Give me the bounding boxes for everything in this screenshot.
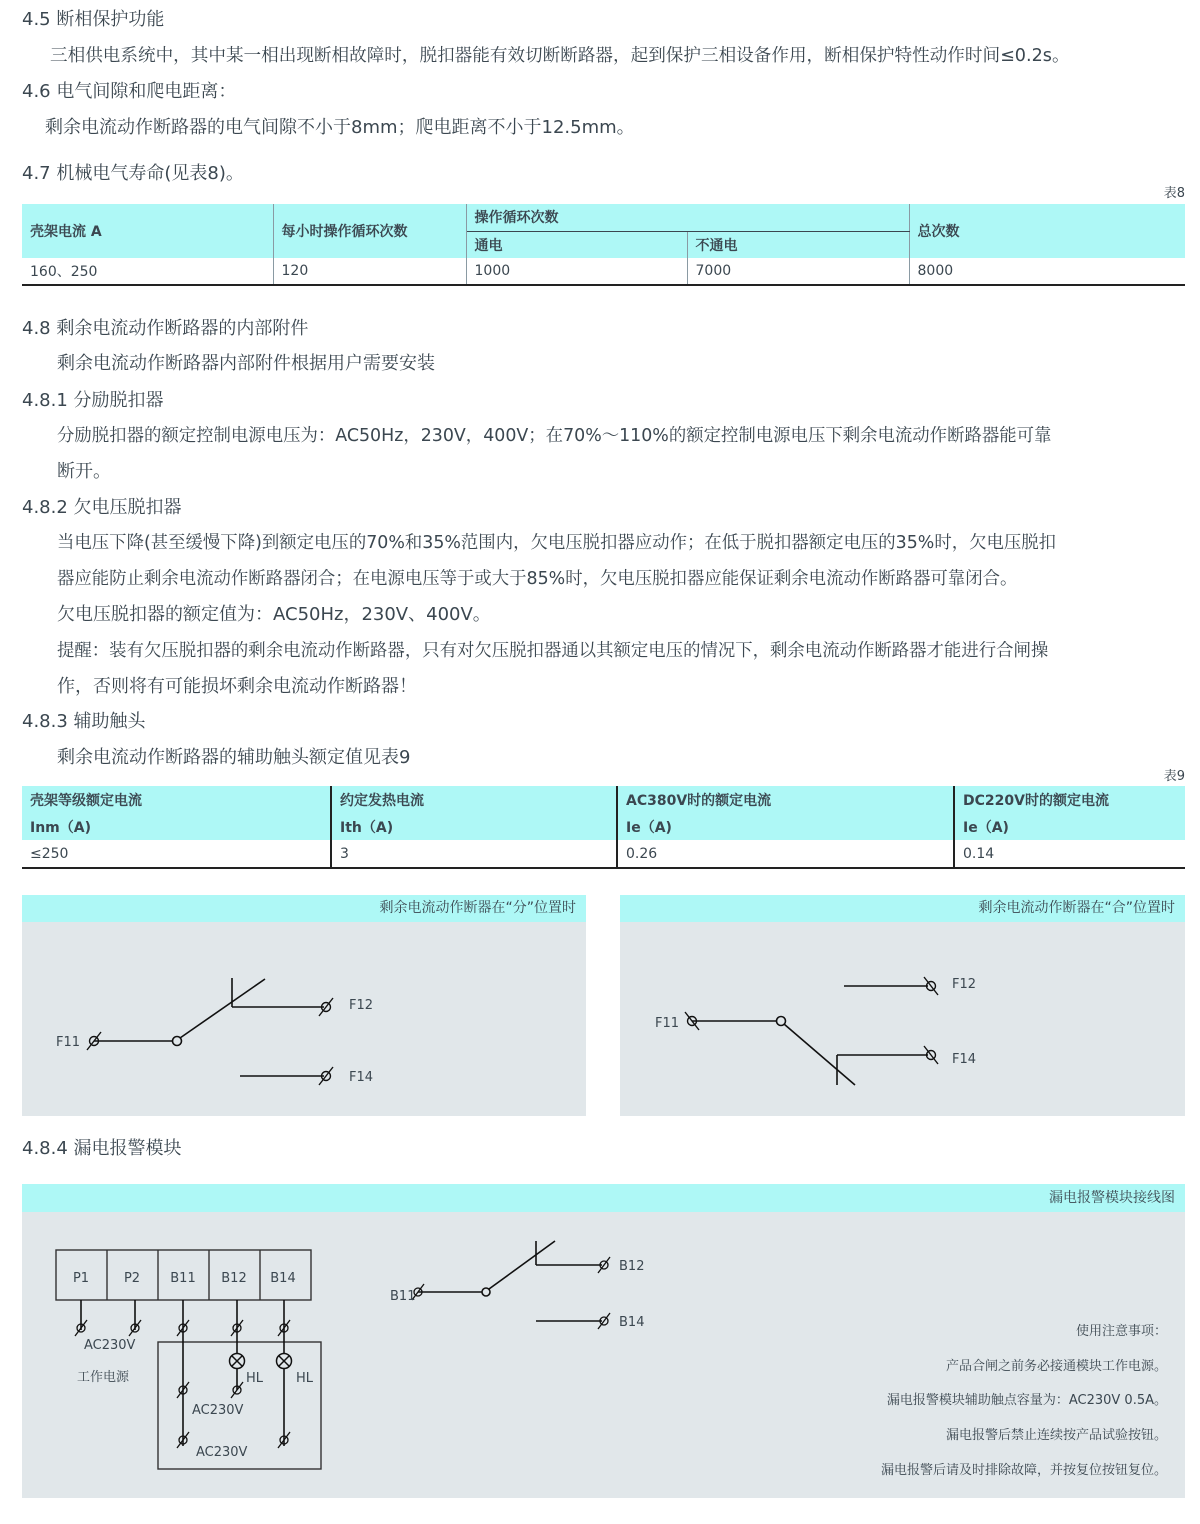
table9-caption: 表9 [1163,769,1185,784]
table9 [22,786,1185,869]
section-4-7-title: 4.7 机械电气寿命(见表8)。 [22,163,244,184]
terminal-label-p1: P1 [72,1271,90,1286]
section-4-8-1-body-line1: 分励脱扣器的额定控制电源电压为：AC50Hz，230V，400V；在70%～110%的额定控制电源电压下剩余电流动作断路器能可靠 [57,426,1052,446]
section-4-8-2-warning-line2: 作，否则将有可能损坏剩余电流动作断路器！ [57,676,417,697]
section-4-8-2-body-line2: 器应能防止剩余电流动作断路器闭合；在电源电压等于或大于85%时，欠电压脱扣器应能保证剩余电流动作断路器可靠闭合。 [57,569,1018,589]
usage-note: 漏电报警模块辅助触点容量为：AC230V 0.5A。 [886,1393,1167,1408]
contact-diagram-closed [620,895,1185,1116]
power-label: 工作电源 [77,1370,130,1385]
moving-contact [180,979,265,1038]
label-f14: F14 [952,1052,977,1067]
section-4-6-title: 4.6 电气间隙和爬电距离： [22,81,237,102]
lamp-label-b12: HL [246,1371,264,1386]
terminal-f12-icon [924,977,938,995]
lamp-label-b14: HL [296,1371,314,1386]
terminal-label-b12: B12 [221,1271,247,1286]
terminal-f11-icon [87,1032,101,1050]
table-row [22,258,1185,285]
section-4-6-body: 剩余电流动作断路器的电气间隙不小于8mm；爬电距离不小于12.5mm。 [45,117,635,138]
label-f11: F11 [56,1035,81,1050]
table8-cell-ops-per-hour: 120 [273,258,466,285]
section-4-5-body: 三相供电系统中，其中某一相出现断相故障时，脱扣器能有效切断断路器，起到保护三相设备作用，断相保护特性动作时间≤0.2s。 [50,46,1070,66]
table8-header-op-cycles: 操作循环次数 [466,204,909,231]
section-4-8-1-body-line2: 断开。 [57,461,111,482]
table9-header-ac380: AC380V时的额定电流 [617,786,954,813]
label-b12: B12 [619,1259,645,1274]
table8-cell-frame-current: 160、250 [22,258,273,285]
table8-header-unpowered: 不通电 [687,231,909,258]
table9-header-thermal-unit: Ith（A) [331,813,617,840]
table9-cell: 0.26 [617,840,954,868]
table9-header-frame-rated: 壳架等级额定电流 [22,786,331,813]
terminal-label-p2: P2 [123,1271,141,1286]
contact-diagram-open [22,895,586,1116]
table8-header-powered: 通电 [466,231,687,258]
terminal-f12-icon [319,998,333,1016]
table8-header-ops-per-hour: 每小时操作循环次数 [273,204,466,258]
supply-label: AC230V [84,1338,136,1353]
lamp-icon [277,1354,292,1369]
label-b14: B14 [619,1315,645,1330]
inner-supply-label-1: AC230V [192,1403,244,1418]
section-4-8-3-title: 4.8.3 辅助触头 [22,711,146,732]
section-4-5-title: 4.5 断相保护功能 [22,9,165,30]
section-4-8-4-title: 4.8.4 漏电报警模块 [22,1138,182,1159]
table-row [22,840,1185,868]
diagram-open-title: 剩余电流动作断器在“分”位置时 [22,895,586,922]
usage-note: 漏电报警后请及时排除故障，并按复位按钮复位。 [880,1463,1167,1478]
label-f12: F12 [952,977,977,992]
table9-header-frame-rated-unit: Inm（A) [22,813,331,840]
diagram-closed-panel [620,895,1185,1116]
table9-header-dc220-unit: Ie（A) [954,813,1185,840]
label-f14: F14 [349,1070,374,1085]
section-4-8-3-body: 剩余电流动作断路器的辅助触头额定值见表9 [57,747,411,768]
lamp-icon [230,1354,245,1369]
section-4-8-1-title: 4.8.1 分励脱扣器 [22,390,164,411]
table9-cell: ≤250 [22,840,331,868]
label-f11: F11 [655,1016,680,1031]
label-f12: F12 [349,998,374,1013]
table9-header-dc220: DC220V时的额定电流 [954,786,1185,813]
section-4-8-2-body-line3: 欠电压脱扣器的额定值为：AC50Hz，230V、400V。 [57,604,491,625]
diagram-open-panel [22,895,586,1116]
terminal-b12-icon [598,1257,610,1273]
pivot-icon [482,1288,490,1296]
table9-header-ac380-unit: Ie（A) [617,813,954,840]
section-4-8-2-body-line1: 当电压下降(甚至缓慢下降)到额定电压的70%和35%范围内，欠电压脱扣器应动作；在低于脱扣器额定电压的35%时，欠电压脱扣 [57,533,1057,553]
table8-header-frame-current: 壳架电流 A [22,204,273,258]
section-4-8-2-title: 4.8.2 欠电压脱扣器 [22,497,182,518]
table8 [22,204,1185,286]
diagram-closed-title: 剩余电流动作断器在“合”位置时 [620,895,1185,922]
table8-caption: 表8 [1163,186,1185,201]
table9-header-thermal: 约定发热电流 [331,786,617,813]
section-4-8-2-warning-line1: 提醒：装有欠压脱扣器的剩余电流动作断路器，只有对欠压脱扣器通以其额定电压的情况下，剩余电流动作断路器才能进行合闸操 [57,641,1049,661]
alarm-module-panel [22,1184,1185,1498]
table9-cell: 3 [331,840,617,868]
table9-cell: 0.14 [954,840,1185,868]
terminal-b14-icon [598,1313,610,1329]
section-4-8-title: 4.8 剩余电流动作断路器的内部附件 [22,318,309,339]
terminal-label-b11: B11 [170,1271,196,1286]
terminal-f14-icon [924,1046,938,1064]
alarm-module-title: 漏电报警模块接线图 [22,1184,1185,1212]
table8-cell-powered: 1000 [466,258,687,285]
terminal-f14-icon [319,1067,333,1085]
usage-notes [767,1320,1167,1480]
section-4-8-body: 剩余电流动作断路器内部附件根据用户需要安装 [57,353,435,374]
table8-cell-unpowered: 7000 [687,258,909,285]
usage-note: 漏电报警后禁止连续按产品试验按钮。 [945,1428,1167,1443]
inner-supply-label-2: AC230V [196,1445,248,1460]
table8-header-total: 总次数 [909,204,1185,258]
table8-cell-total: 8000 [909,258,1185,285]
label-b11: B11 [390,1289,416,1304]
terminal-label-b14: B14 [270,1271,296,1286]
usage-note: 产品合闸之前务必接通模块工作电源。 [945,1359,1167,1374]
usage-notes-title: 使用注意事项： [1075,1324,1167,1339]
terminal-f11-icon [685,1012,699,1030]
